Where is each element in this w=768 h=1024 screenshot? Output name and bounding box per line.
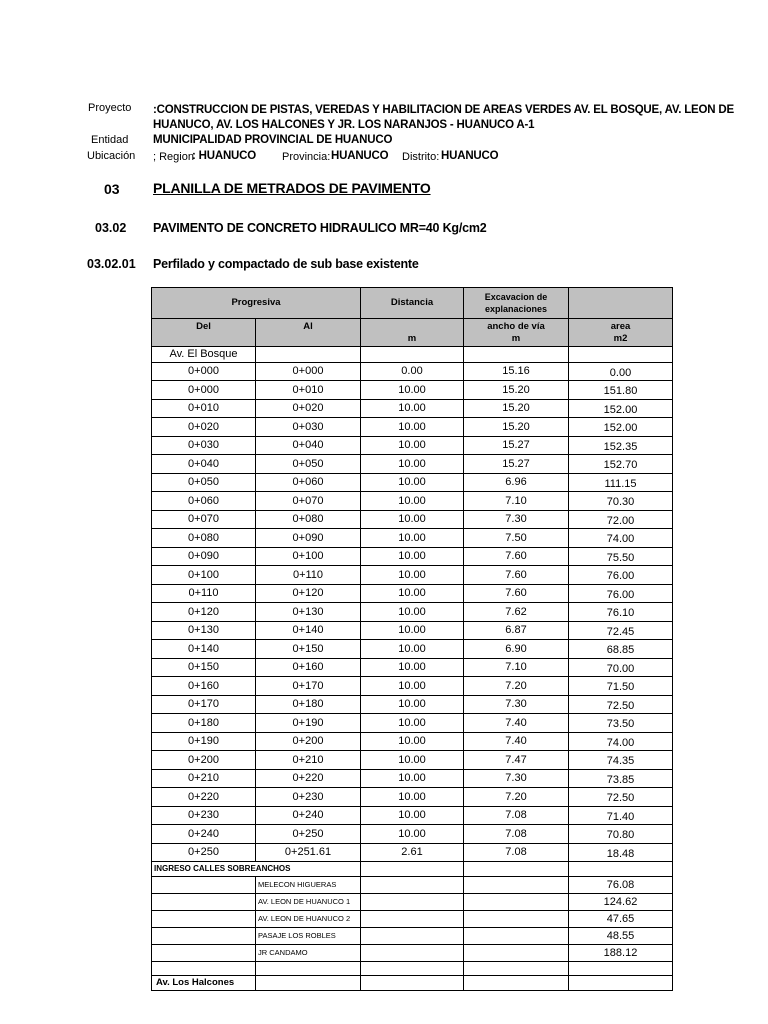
ingreso-row	[152, 894, 673, 911]
row-al: 0+020	[256, 399, 361, 418]
header-area: area	[610, 320, 631, 332]
row-distancia: 10.00	[361, 381, 464, 400]
row-al: 0+120	[256, 584, 361, 603]
row-ancho: 7.40	[464, 714, 569, 733]
table-row	[152, 547, 673, 566]
row-distancia: 10.00	[361, 418, 464, 437]
unit-distancia: m	[361, 319, 464, 347]
header-distancia: Distancia	[361, 288, 464, 319]
row-del: 0+090	[152, 547, 256, 566]
row-area: 71.40	[569, 806, 673, 825]
row-al: 0+030	[256, 418, 361, 437]
row-ancho: 7.08	[464, 843, 569, 862]
empty-cell	[361, 962, 464, 976]
row-al: 0+080	[256, 510, 361, 529]
row-area: 72.45	[569, 621, 673, 640]
row-distancia: 10.00	[361, 510, 464, 529]
empty-cell	[464, 347, 569, 363]
row-ancho: 7.10	[464, 492, 569, 511]
row-del: 0+250	[152, 843, 256, 862]
row-al: 0+010	[256, 381, 361, 400]
row-del: 0+230	[152, 806, 256, 825]
row-distancia: 10.00	[361, 455, 464, 474]
empty-cell	[464, 862, 569, 877]
row-area: 75.50	[569, 547, 673, 566]
row-del: 0+200	[152, 751, 256, 770]
table-row	[152, 640, 673, 659]
row-del: 0+040	[152, 455, 256, 474]
row-distancia: 10.00	[361, 584, 464, 603]
proyecto-line1: :CONSTRUCCION DE PISTAS, VEREDAS Y HABILITACION DE AREAS VERDES AV. EL BOSQUE, AV. LEON DE	[153, 104, 734, 116]
street-los-halcones: Av. Los Halcones	[152, 976, 256, 991]
section-title-pavimento: PAVIMENTO DE CONCRETO HIDRAULICO MR=40 Kg/cm2	[153, 221, 487, 235]
table-row	[152, 584, 673, 603]
row-area: 152.35	[569, 436, 673, 455]
empty-cell	[256, 962, 361, 976]
row-area: 76.10	[569, 603, 673, 622]
empty-cell	[152, 945, 256, 962]
row-al: 0+160	[256, 658, 361, 677]
row-distancia: 10.00	[361, 825, 464, 844]
section-number-030201: 03.02.01	[87, 257, 136, 271]
row-distancia: 10.00	[361, 473, 464, 492]
row-area: 70.00	[569, 658, 673, 677]
unit-ancho: m	[511, 332, 521, 344]
ingreso-area: 188.12	[569, 945, 673, 962]
row-al: 0+220	[256, 769, 361, 788]
row-ancho: 7.40	[464, 732, 569, 751]
row-distancia: 10.00	[361, 399, 464, 418]
header-del: Del	[152, 319, 256, 347]
table-row	[152, 381, 673, 400]
row-ancho: 15.27	[464, 455, 569, 474]
header-ancho-cell	[464, 319, 569, 347]
row-ancho: 6.87	[464, 621, 569, 640]
table-row	[152, 529, 673, 548]
row-del: 0+170	[152, 695, 256, 714]
row-distancia: 10.00	[361, 566, 464, 585]
row-area: 111.15	[569, 473, 673, 492]
ingreso-street: AV. LEON DE HUANUCO 1	[256, 894, 361, 911]
table-row	[152, 732, 673, 751]
row-del: 0+000	[152, 381, 256, 400]
row-ancho: 15.20	[464, 381, 569, 400]
ingreso-rows	[152, 877, 673, 962]
header-excavacion: Excavacion de explanaciones	[464, 288, 569, 319]
ingreso-area: 76.08	[569, 877, 673, 894]
ingreso-street: PASAJE LOS ROBLES	[256, 928, 361, 945]
row-area: 68.85	[569, 640, 673, 659]
row-area: 74.35	[569, 751, 673, 770]
row-ancho: 7.47	[464, 751, 569, 770]
empty-cell	[569, 976, 673, 991]
row-al: 0+240	[256, 806, 361, 825]
empty-cell	[464, 877, 569, 894]
row-del: 0+120	[152, 603, 256, 622]
row-area: 73.85	[569, 769, 673, 788]
empty-cell	[361, 928, 464, 945]
row-al: 0+110	[256, 566, 361, 585]
empty-cell	[361, 911, 464, 928]
ingreso-row	[152, 911, 673, 928]
row-area: 72.00	[569, 510, 673, 529]
row-area: 74.00	[569, 732, 673, 751]
row-distancia: 10.00	[361, 732, 464, 751]
empty-cell	[464, 928, 569, 945]
row-area: 74.00	[569, 529, 673, 548]
section-number-03: 03	[104, 181, 120, 197]
empty-cell	[361, 347, 464, 363]
row-ancho: 15.20	[464, 399, 569, 418]
empty-cell	[464, 976, 569, 991]
row-del: 0+060	[152, 492, 256, 511]
row-distancia: 10.00	[361, 769, 464, 788]
empty-cell	[152, 911, 256, 928]
table-row	[152, 806, 673, 825]
row-del: 0+210	[152, 769, 256, 788]
ingreso-street: AV. LEON DE HUANUCO 2	[256, 911, 361, 928]
row-ancho: 15.27	[464, 436, 569, 455]
row-area: 152.70	[569, 455, 673, 474]
row-ancho: 7.30	[464, 510, 569, 529]
row-area: 152.00	[569, 418, 673, 437]
table-row	[152, 510, 673, 529]
row-distancia: 10.00	[361, 695, 464, 714]
row-distancia: 10.00	[361, 788, 464, 807]
row-area: 76.00	[569, 566, 673, 585]
row-del: 0+180	[152, 714, 256, 733]
table-row	[152, 621, 673, 640]
empty-cell	[152, 928, 256, 945]
table-row	[152, 399, 673, 418]
proyecto-label: Proyecto	[88, 102, 132, 114]
row-distancia: 10.00	[361, 640, 464, 659]
row-distancia: 10.00	[361, 658, 464, 677]
table-row	[152, 788, 673, 807]
row-area: 0.00	[569, 362, 673, 381]
row-area: 18.48	[569, 843, 673, 862]
row-del: 0+160	[152, 677, 256, 696]
row-del: 0+070	[152, 510, 256, 529]
row-al: 0+170	[256, 677, 361, 696]
row-ancho: 6.96	[464, 473, 569, 492]
empty-cell	[464, 894, 569, 911]
row-ancho: 7.50	[464, 529, 569, 548]
empty-cell	[256, 976, 361, 991]
street-el-bosque: Av. El Bosque	[152, 347, 256, 363]
table-row	[152, 769, 673, 788]
empty-cell	[361, 862, 464, 877]
row-ancho: 7.20	[464, 677, 569, 696]
row-area: 73.50	[569, 714, 673, 733]
unit-area: m2	[613, 332, 628, 344]
row-al: 0+230	[256, 788, 361, 807]
empty-cell	[569, 347, 673, 363]
ingreso-row	[152, 928, 673, 945]
table-row	[152, 825, 673, 844]
row-del: 0+150	[152, 658, 256, 677]
proyecto-line2: HUANUCO, AV. LOS HALCONES Y JR. LOS NARANJOS - HUANUCO A-1	[153, 119, 535, 131]
row-del: 0+240	[152, 825, 256, 844]
table-row	[152, 677, 673, 696]
row-al: 0+050	[256, 455, 361, 474]
row-distancia: 10.00	[361, 806, 464, 825]
row-ancho: 7.30	[464, 769, 569, 788]
header-progresiva: Progresiva	[152, 288, 361, 319]
table-row	[152, 418, 673, 437]
row-del: 0+050	[152, 473, 256, 492]
row-al: 0+040	[256, 436, 361, 455]
row-ancho: 15.16	[464, 362, 569, 381]
row-al: 0+210	[256, 751, 361, 770]
row-al: 0+200	[256, 732, 361, 751]
row-distancia: 0.00	[361, 362, 464, 381]
ingreso-row	[152, 877, 673, 894]
row-al: 0+090	[256, 529, 361, 548]
row-al: 0+250	[256, 825, 361, 844]
ingreso-area: 48.55	[569, 928, 673, 945]
entidad-label: Entidad	[91, 134, 129, 146]
row-al: 0+251.61	[256, 843, 361, 862]
row-al: 0+190	[256, 714, 361, 733]
row-del: 0+080	[152, 529, 256, 548]
table-row	[152, 843, 673, 862]
header-al: Al	[256, 319, 361, 347]
row-al: 0+000	[256, 362, 361, 381]
distrito-label: Distrito:	[402, 151, 440, 163]
row-del: 0+000	[152, 362, 256, 381]
table-row	[152, 473, 673, 492]
row-del: 0+220	[152, 788, 256, 807]
row-distancia: 10.00	[361, 714, 464, 733]
section-number-0302: 03.02	[95, 221, 127, 235]
row-area: 71.50	[569, 677, 673, 696]
empty-cell	[152, 894, 256, 911]
row-del: 0+110	[152, 584, 256, 603]
row-area: 72.50	[569, 788, 673, 807]
row-distancia: 10.00	[361, 436, 464, 455]
row-ancho: 7.08	[464, 806, 569, 825]
empty-cell	[152, 877, 256, 894]
header-area-cell	[569, 319, 673, 347]
row-distancia: 10.00	[361, 603, 464, 622]
row-ancho: 7.62	[464, 603, 569, 622]
row-distancia: 10.00	[361, 529, 464, 548]
row-ancho: 7.60	[464, 547, 569, 566]
row-area: 72.50	[569, 695, 673, 714]
header-blank	[569, 288, 673, 319]
row-ancho: 15.20	[464, 418, 569, 437]
row-ancho: 7.30	[464, 695, 569, 714]
table-row	[152, 714, 673, 733]
table-row	[152, 566, 673, 585]
row-al: 0+150	[256, 640, 361, 659]
row-area: 76.00	[569, 584, 673, 603]
row-del: 0+100	[152, 566, 256, 585]
table-row	[152, 695, 673, 714]
row-ancho: 7.60	[464, 566, 569, 585]
row-ancho: 7.08	[464, 825, 569, 844]
row-distancia: 10.00	[361, 492, 464, 511]
empty-cell	[464, 945, 569, 962]
empty-cell	[361, 877, 464, 894]
table-row	[152, 751, 673, 770]
row-distancia: 2.61	[361, 843, 464, 862]
row-del: 0+030	[152, 436, 256, 455]
ingreso-street: JR CANDAMO	[256, 945, 361, 962]
row-del: 0+010	[152, 399, 256, 418]
row-distancia: 10.00	[361, 751, 464, 770]
ubicacion-label: Ubicación	[87, 150, 136, 162]
empty-cell	[152, 962, 256, 976]
progresiva-rows	[152, 362, 673, 862]
section-title-planilla: PLANILLA DE METRADOS DE PAVIMENTO	[153, 180, 431, 196]
metrados-table	[151, 287, 673, 991]
row-ancho: 7.60	[464, 584, 569, 603]
row-del: 0+140	[152, 640, 256, 659]
table-row	[152, 492, 673, 511]
table-row	[152, 362, 673, 381]
empty-cell	[464, 962, 569, 976]
table-row	[152, 658, 673, 677]
row-ancho: 6.90	[464, 640, 569, 659]
ingreso-street: MELECON HIGUERAS	[256, 877, 361, 894]
row-ancho: 7.10	[464, 658, 569, 677]
table-row	[152, 436, 673, 455]
provincia-label: Provincia:	[282, 151, 331, 163]
row-al: 0+070	[256, 492, 361, 511]
provincia-value: HUANUCO	[331, 150, 389, 162]
ingreso-row	[152, 945, 673, 962]
row-area: 70.80	[569, 825, 673, 844]
row-area: 151.80	[569, 381, 673, 400]
ingreso-area: 124.62	[569, 894, 673, 911]
table-row	[152, 603, 673, 622]
row-al: 0+100	[256, 547, 361, 566]
row-distancia: 10.00	[361, 677, 464, 696]
row-distancia: 10.00	[361, 621, 464, 640]
empty-cell	[464, 911, 569, 928]
region-label: ; Region	[153, 151, 194, 163]
row-al: 0+180	[256, 695, 361, 714]
table-row	[152, 455, 673, 474]
entidad-value: MUNICIPALIDAD PROVINCIAL DE HUANUCO	[153, 134, 393, 146]
row-del: 0+190	[152, 732, 256, 751]
row-del: 0+020	[152, 418, 256, 437]
row-del: 0+130	[152, 621, 256, 640]
ingreso-area: 47.65	[569, 911, 673, 928]
row-area: 152.00	[569, 399, 673, 418]
empty-cell	[361, 976, 464, 991]
ingreso-label: INGRESO CALLES SOBREANCHOS	[152, 862, 361, 877]
row-area: 70.30	[569, 492, 673, 511]
empty-cell	[361, 894, 464, 911]
row-distancia: 10.00	[361, 547, 464, 566]
distrito-value: HUANUCO	[441, 150, 499, 162]
empty-cell	[569, 962, 673, 976]
header-ancho: ancho de vía	[487, 320, 545, 332]
empty-cell	[569, 862, 673, 877]
row-al: 0+130	[256, 603, 361, 622]
empty-cell	[361, 945, 464, 962]
empty-cell	[256, 347, 361, 363]
row-ancho: 7.20	[464, 788, 569, 807]
row-al: 0+140	[256, 621, 361, 640]
region-value: : HUANUCO	[192, 150, 256, 162]
row-al: 0+060	[256, 473, 361, 492]
section-title-perfilado: Perfilado y compactado de sub base existente	[153, 257, 419, 271]
